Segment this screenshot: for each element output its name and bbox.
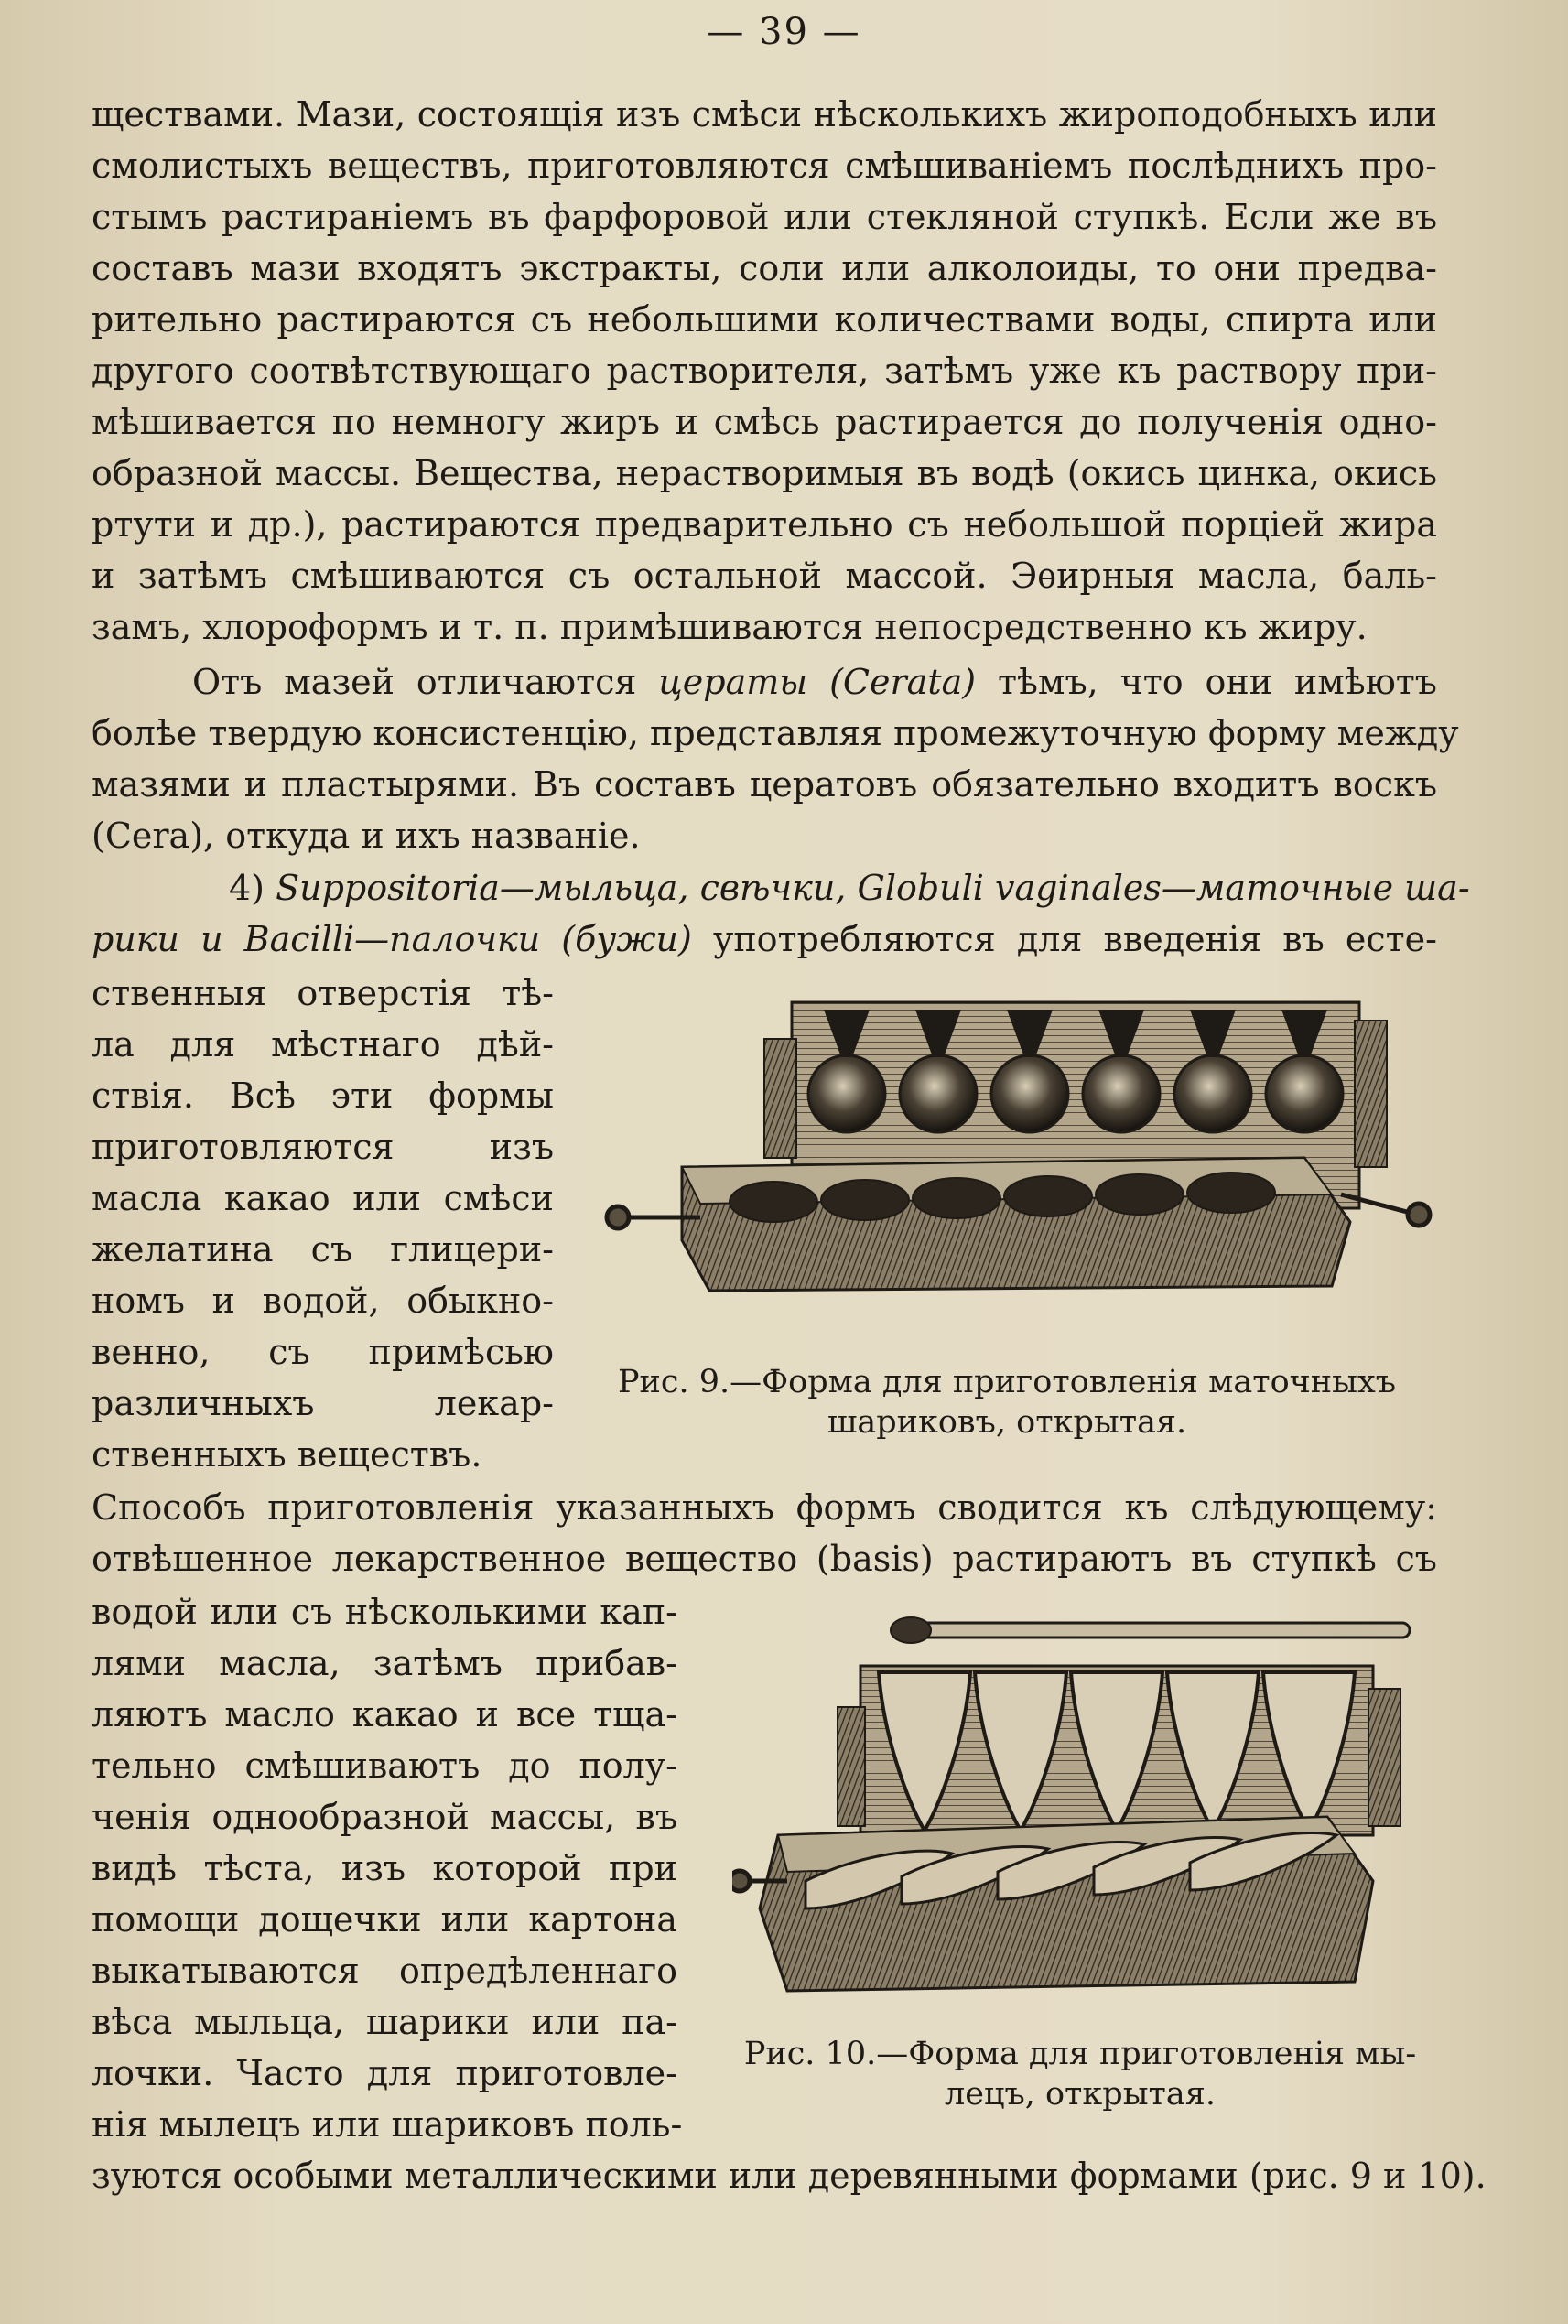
text-line: нія мылецъ или шариковъ поль- [92, 2104, 683, 2145]
text-line: номъ и водой, обыкно- [92, 1281, 554, 1321]
globule-mold-illustration [600, 984, 1442, 1295]
text-line: отвѣшенное лекарственное вещество (basis) растираютъ въ ступкѣ съ [92, 1539, 1437, 1579]
text-line: смолистыхъ веществъ, приготовляются смѣшиваніемъ послѣднихъ про- [92, 146, 1437, 186]
text-line: и затѣмъ смѣшиваются съ остальной массой. Эѳирныя масла, баль- [92, 556, 1437, 596]
text-line: ственныя отверстія тѣ- [92, 973, 554, 1013]
figure-10 [732, 1606, 1446, 2004]
text-line: различныхъ лекар- [92, 1383, 554, 1423]
text-line: замъ, хлороформъ и т. п. примѣшиваются непосредственно къ жиру. [92, 607, 1368, 647]
term-bacilli: рики и Bacilli—палочки (бужи) [92, 919, 692, 959]
text-line: ртути и др.), растираются предварительно съ небольшой порціей жира [92, 504, 1437, 545]
figure-10-caption [705, 2034, 1455, 2114]
text-line: водой или съ нѣсколькими кап- [92, 1592, 677, 1632]
text-line: ченія однообразной массы, въ [92, 1797, 677, 1837]
term-suppositoria: Suppositoria—мыльца, свѣчки, Globuli vaginales—маточные ша- [276, 868, 1470, 908]
text-line: ствія. Всѣ эти формы [92, 1076, 554, 1116]
text-line: приготовляются изъ [92, 1127, 554, 1167]
text-line: желатина съ глицери- [92, 1229, 554, 1270]
figure-9-caption [568, 1362, 1446, 1443]
caption-line: шариковъ, открытая. [827, 1404, 1187, 1441]
caption-line: Рис. 10.—Форма для приготовленія мы- [743, 2036, 1417, 2072]
text-line: рительно растираются съ небольшими количествами воды, спирта или [92, 299, 1437, 340]
text-line: выкатываются опредѣленнаго [92, 1951, 677, 1991]
caption-line: Рис. 9.—Форма для приготовленія маточныхъ [618, 1364, 1396, 1400]
text-line [92, 916, 1437, 962]
text-line: ществами. Мази, состоящія изъ смѣси нѣсколькихъ жироподобныхъ или [92, 94, 1437, 135]
text-line: болѣе твердую консистенцію, представляя промежуточную форму между [92, 713, 1459, 753]
text-line: мазями и пластырями. Въ составъ цератовъ обязательно входитъ воскъ [92, 764, 1437, 805]
text-line: мѣшивается по немногу жиръ и смѣсь растирается до полученія одно- [92, 402, 1437, 442]
text-line: тельно смѣшиваютъ до полу- [92, 1746, 677, 1786]
text-line: другого соотвѣтствующаго растворителя, затѣмъ уже къ раствору при- [92, 351, 1437, 391]
text-span: 4) [229, 868, 276, 908]
text-line [192, 659, 1437, 705]
text-line: помощи дощечки или картона [92, 1899, 677, 1940]
text-line: венно, съ примѣсью [92, 1332, 554, 1372]
page-number: — 39 — [707, 11, 861, 53]
text-span: тѣмъ, что они имѣютъ [976, 662, 1437, 702]
text-line: ла для мѣстнаго дѣй- [92, 1024, 554, 1065]
text-line: вѣса мыльца, шарики или па- [92, 2002, 677, 2042]
caption-line: лецъ, открытая. [945, 2076, 1216, 2113]
text-line: лями масла, затѣмъ прибав- [92, 1643, 677, 1683]
text-line: стымъ растираніемъ въ фарфоровой или стекляной ступкѣ. Если же въ [92, 197, 1437, 237]
text-line: Способъ приготовленія указанныхъ формъ сводится къ слѣдующему: [92, 1487, 1437, 1528]
text-line: лочки. Часто для приготовле- [92, 2053, 677, 2093]
text-line: ляютъ масло какао и все тща- [92, 1694, 677, 1735]
suppository-mold-illustration [732, 1606, 1446, 2000]
text-line [229, 865, 1470, 911]
figure-9 [600, 984, 1442, 1299]
text-span: Отъ мазей отличаются [192, 662, 659, 702]
text-line: масла какао или смѣси [92, 1178, 554, 1218]
term-cerata: цераты (Cerata) [658, 662, 977, 702]
text-span: употребляются для введенія въ есте- [691, 919, 1437, 959]
text-line: видѣ тѣста, изъ которой при [92, 1848, 677, 1888]
text-line: зуются особыми металлическими или деревянными формами (рис. 9 и 10). [92, 2156, 1487, 2196]
text-line: составъ мази входятъ экстракты, соли или алколоиды, то они предва- [92, 248, 1437, 288]
text-line: ственныхъ веществъ. [92, 1434, 482, 1475]
text-line: (Cera), откуда и ихъ названіе. [92, 816, 641, 856]
text-line: образной массы. Вещества, нерастворимыя въ водѣ (окись цинка, окись [92, 453, 1437, 493]
